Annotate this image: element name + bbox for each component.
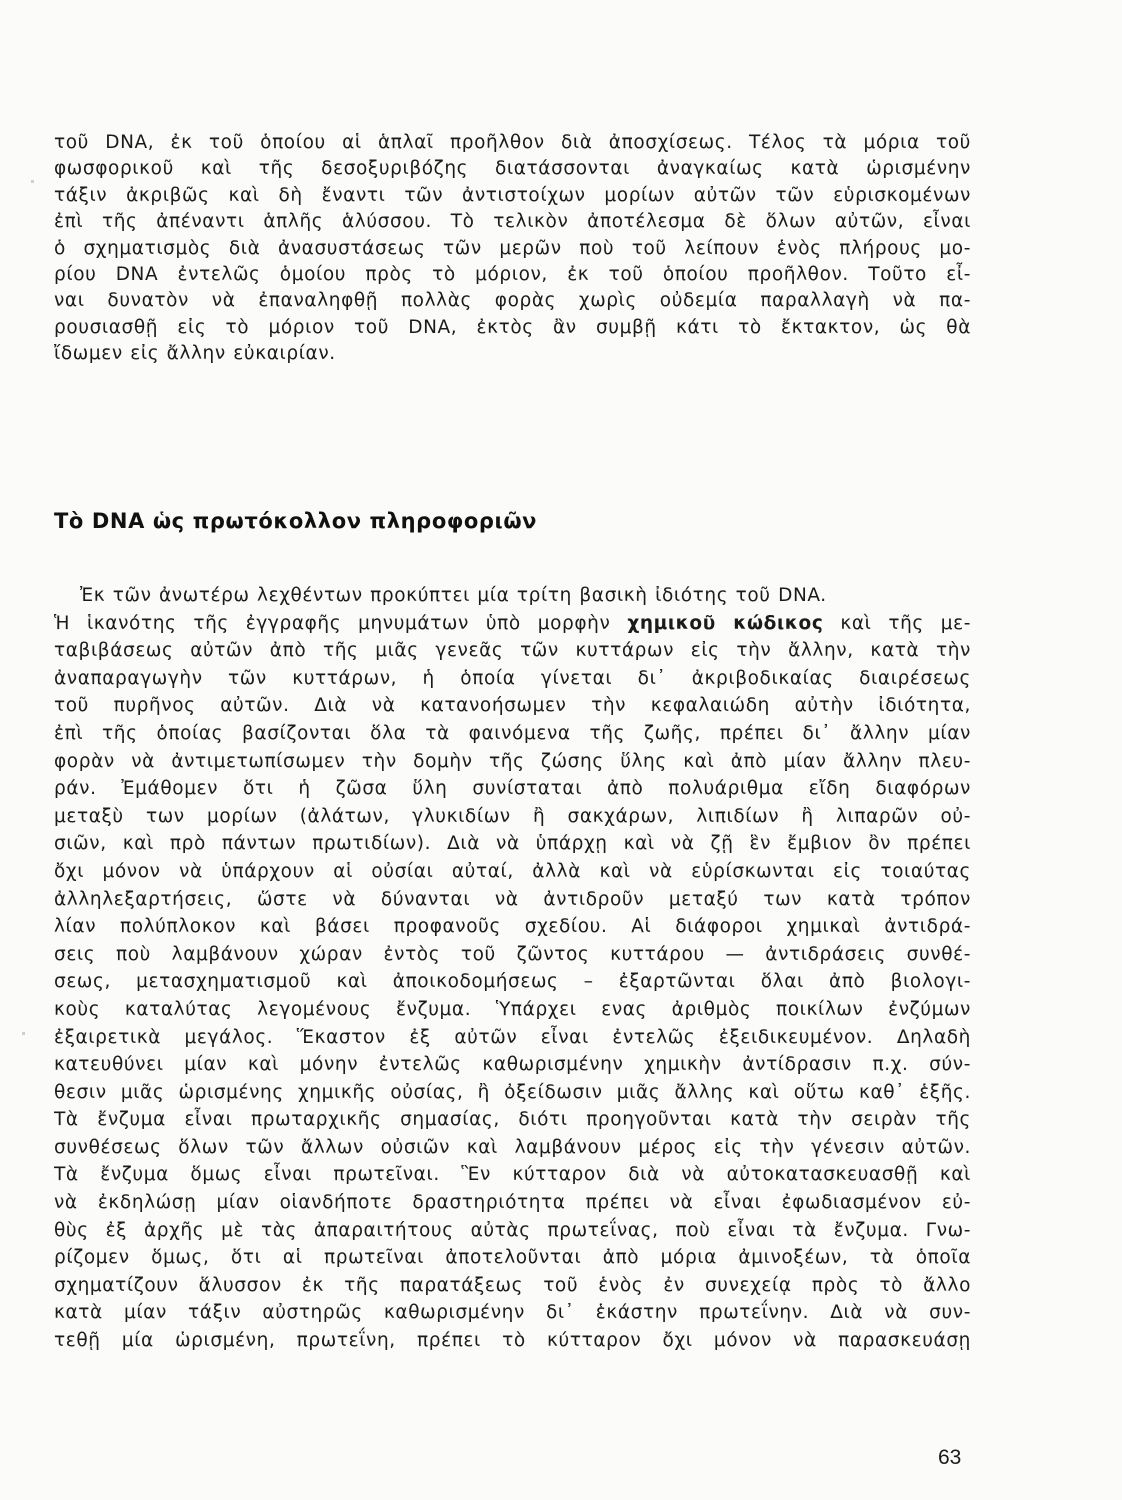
scan-speck (31, 180, 34, 183)
text-line: ρίου DNA ἐντελῶς ὁμοίου πρὸς τὸ μόριον, ἐκ τοῦ ὁποίου προῆλθον. Τοῦτο εἶ- (54, 263, 971, 285)
text-line: σεις ποὺ λαμβάνουν χώραν ἐντὸς τοῦ ζῶντος κυττάρου — ἀντιδράσεις συνθέ- (54, 943, 971, 965)
text-line: τοῦ DNA, ἐκ τοῦ ὁποίου αἱ ἁπλαῖ προῆλθον διὰ ἀποσχίσεως. Τέλος τὰ μόρια τοῦ (54, 132, 971, 153)
text-line: ταβιβάσεως αὐτῶν ἀπὸ τῆς μιᾶς γενεᾶς τῶν κυττάρων εἰς τὴν ἄλλην, κατὰ τὴν (54, 640, 971, 662)
text-line: μεταξὺ των μορίων (ἀλάτων, γλυκιδίων ἢ σακχάρων, λιπιδίων ἢ λιπαρῶν οὐ- (54, 805, 971, 827)
text-line: ἴδωμεν εἰς ἄλλην εὐκαιρίαν. (54, 343, 336, 365)
text-line: φορὰν νὰ ἀντιμετωπίσωμεν τὴν δομὴν τῆς ζώσης ὕλης καὶ ἀπὸ μίαν ἄλλην πλευ- (54, 750, 971, 772)
text-fragment: Ἡ ἱκανότης τῆς ἐγγραφῆς μηνυμάτων ὑπὸ μορφὴν (54, 612, 611, 634)
text-line: ναι δυνατὸν νὰ ἐπαναληφθῇ πολλὰς φορὰς χωρὶς οὐδεμία παραλλαγὴ νὰ πα- (54, 290, 971, 312)
text-line: κατευθύνει μίαν καὶ μόνην ἐντελῶς καθωρισμένην χημικὴν ἀντίδρασιν π.χ. σύν- (54, 1054, 971, 1076)
text-line: ρουσιασθῇ εἰς τὸ μόριον τοῦ DNA, ἐκτὸς ἂν συμβῇ κάτι τὸ ἔκτακτον, ὡς θὰ (54, 316, 971, 338)
page-number: 63 (938, 1446, 962, 1469)
text-line: φωσφορικοῦ καὶ τῆς δεσοξυριβόζης διατάσσονται ἀναγκαίως κατὰ ὡρισμένην (54, 158, 971, 180)
paragraph-1 (54, 130, 971, 368)
scan-speck (22, 1032, 25, 1035)
text-line: Τὰ ἔνζυμα ὅμως εἶναι πρωτεῖναι. Ἓν κύτταρον διὰ νὰ αὐτοκατασκευασθῇ καὶ (54, 1164, 971, 1186)
text-line: ὄχι μόνον νὰ ὑπάρχουν αἱ οὐσίαι αὐταί, ἀλλὰ καὶ νὰ εὑρίσκωνται εἰς τοιαύτας (54, 860, 971, 882)
text-line: ράν. Ἐμάθομεν ὅτι ἡ ζῶσα ὕλη συνίσταται ἀπὸ πολυάριθμα εἴδη διαφόρων (54, 778, 971, 800)
section-heading: Τὸ DNA ὡς πρωτόκολλον πληροφοριῶν (54, 509, 538, 533)
text-line: λίαν πολύπλοκον καὶ βάσει προφανοῦς σχεδίου. Αἱ διάφοροι χημικαὶ ἀντιδρά- (54, 916, 971, 938)
text-fragment: καὶ τῆς με- (840, 612, 971, 634)
text-line: ἐπὶ τῆς ἀπέναντι ἁπλῆς ἁλύσσου. Τὸ τελικὸν ἀποτέλεσμα δὲ ὅλων αὐτῶν, εἶναι (54, 211, 971, 233)
text-line: σεως, μετασχηματισμοῦ καὶ ἀποικοδομήσεως – ἐξαρτῶνται ὅλαι ἀπὸ βιολογι- (54, 971, 971, 993)
text-line: τάξιν ἀκριβῶς καὶ δὴ ἔναντι τῶν ἀντιστοίχων μορίων αὐτῶν τῶν εὑρισκομένων (54, 184, 971, 206)
text-line-with-bold (54, 610, 971, 638)
text-line: κατὰ μίαν τάξιν αὐστηρῶς καθωρισμένην δι᾿ ἑκάστην πρωτεΐνην. Διὰ νὰ συν- (54, 1302, 971, 1324)
text-line: ἀναπαραγωγὴν τῶν κυττάρων, ἡ ὁποία γίνεται δι᾿ ἀκριβοδικαίας διαιρέσεως (54, 667, 971, 689)
text-line: ἀλληλεξαρτήσεις, ὥστε νὰ δύνανται νὰ ἀντιδροῦν μεταξύ των κατὰ τρόπον (54, 888, 971, 910)
text-line: κοὺς καταλύτας λεγομένους ἔνζυμα. Ὑπάρχει ενας ἀριθμὸς ποικίλων ἐνζύμων (54, 998, 971, 1020)
text-line: θεσιν μιᾶς ὡρισμένης χημικῆς οὐσίας, ἢ ὀξείδωσιν μιᾶς ἄλλης καὶ οὕτω καθ᾿ ἑξῆς. (54, 1081, 971, 1103)
text-line: ρίζομεν ὅμως, ὅτι αἱ πρωτεῖναι ἀποτελοῦνται ἀπὸ μόρια ἀμινοξέων, τὰ ὁποῖα (54, 1247, 971, 1269)
text-line: θὺς ἐξ ἀρχῆς μὲ τὰς ἀπαραιτήτους αὐτὰς πρωτεΐνας, ποὺ εἶναι τὰ ἔνζυμα. Γνω- (54, 1219, 971, 1241)
text-line: σιῶν, καὶ πρὸ πάντων πρωτιδίων). Διὰ νὰ ὑπάρχῃ καὶ νὰ ζῇ ἓν ἔμβιον ὂν πρέπει (54, 833, 971, 855)
text-line: Τὰ ἔνζυμα εἶναι πρωταρχικῆς σημασίας, διότι προηγοῦνται κατὰ τὴν σειρὰν τῆς (54, 1109, 971, 1131)
text-line: ἐξαιρετικὰ μεγάλος. Ἕκαστον ἐξ αὐτῶν εἶναι ἐντελῶς ἐξειδικευμένον. Δηλαδὴ (54, 1026, 971, 1048)
text-line: τοῦ πυρῆνος αὐτῶν. Διὰ νὰ κατανοήσωμεν τὴν κεφαλαιώδη αὐτὴν ἰδιότητα, (54, 695, 971, 717)
text-line: σχηματίζουν ἅλυσσον ἐκ τῆς παρατάξεως τοῦ ἑνὸς ἐν συνεχείᾳ πρὸς τὸ ἄλλο (54, 1274, 971, 1296)
text-line: νὰ ἐκδηλώσῃ μίαν οἱανδήποτε δραστηριότητα πρέπει νὰ εἶναι ἐφωδιασμένον εὐ- (54, 1192, 971, 1214)
text-line: Ἐκ τῶν ἀνωτέρω λεχθέντων προκύπτει μία τρίτη βασικὴ ἰδιότης τοῦ DNA. (80, 585, 827, 606)
text-line: τεθῇ μία ὡρισμένη, πρωτεΐνη, πρέπει τὸ κύτταρον ὄχι μόνον νὰ παρασκευάσῃ (54, 1330, 971, 1352)
paragraph-2 (54, 582, 971, 1355)
text-line: ὁ σχηματισμὸς διὰ ἀνασυστάσεως τῶν μερῶν ποὺ τοῦ λείπουν ἑνὸς πλήρους μο- (54, 237, 971, 259)
text-line: συνθέσεως ὅλων τῶν ἄλλων οὐσιῶν καὶ λαμβάνουν μέρος εἰς τὴν γένεσιν αὐτῶν. (54, 1136, 971, 1158)
text-line: ἐπὶ τῆς ὁποίας βασίζονται ὅλα τὰ φαινόμενα τῆς ζωῆς, πρέπει δι᾿ ἄλλην μίαν (54, 722, 971, 744)
bold-term: χημικοῦ κώδικος (627, 612, 824, 634)
